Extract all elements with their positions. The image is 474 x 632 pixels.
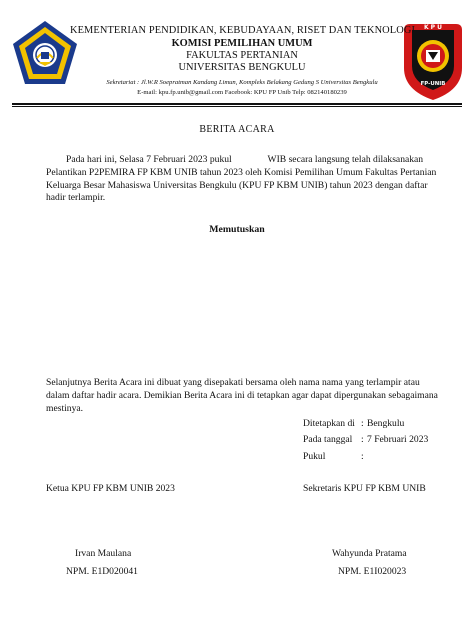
left-signer-npm: NPM. E1D020041 <box>66 566 138 577</box>
intro-line: hadir terlampir. <box>46 192 106 204</box>
place-separator: : <box>361 418 364 429</box>
intro-line: Pada hari ini, Selasa 7 Februari 2023 pukul WIB secara langsung telah dilaksanakan <box>66 154 424 165</box>
closing-line: mestinya. <box>46 402 84 414</box>
left-signer-role: Ketua KPU FP KBM UNIB 2023 <box>46 483 175 494</box>
time-separator: : <box>361 451 364 462</box>
date-label: Pada tanggal <box>303 434 353 445</box>
svg-text:K P U: K P U <box>423 24 443 31</box>
right-signer-npm: NPM. E1I020023 <box>338 566 407 577</box>
secretariat-address: Sekretariat : Jl.W.R Soepratman Kandang Limun, Kompleks Belakang Gedung S Universitas Bengkulu <box>106 79 378 86</box>
date-separator: : <box>361 434 364 445</box>
intro-line: Pelantikan P2PEMIRA FP KBM UNIB tahun 2023 oleh Komisi Pemilihan Umum Fakultas Pertanian <box>46 166 437 178</box>
date-value: 7 Februari 2023 <box>367 434 429 445</box>
intro-paragraph <box>46 154 440 205</box>
time-label: Pukul <box>303 451 326 462</box>
place-label: Ditetapkan di <box>303 418 355 429</box>
closing-line: dalam daftar hadir acara. Demikian Berita Acara ini di tetapkan agar dapat dipergunakan sebagaimana <box>46 389 438 401</box>
university-name: UNIVERSITAS BENGKULU <box>178 62 306 73</box>
left-signer-name: Irvan Maulana <box>75 548 132 559</box>
letterhead-divider-thin <box>12 106 462 107</box>
faculty-name: FAKULTAS PERTANIAN <box>186 50 298 61</box>
commission-name: KOMISI PEMILIHAN UMUM <box>171 38 313 49</box>
closing-line: Selanjutnya Berita Acara ini dibuat yang disepakati bersama oleh nama nama yang terlampir atau <box>46 377 420 388</box>
right-signer-role: Sekretaris KPU FP KBM UNIB <box>303 483 426 494</box>
svg-text:FP-UNIB: FP-UNIB <box>420 81 446 87</box>
ministry-name: KEMENTERIAN PENDIDIKAN, KEBUDAYAAN, RISET DAN TEKNOLOGI <box>70 25 416 36</box>
closing-paragraph <box>46 377 440 415</box>
document-title: BERITA ACARA <box>199 124 275 135</box>
right-signer-name: Wahyunda Pratama <box>332 548 407 559</box>
contact-info: E-mail: kpu.fp.unib@gmail.com Facebook: KPU FP Unib Telp: 082140180239 <box>137 89 347 96</box>
intro-line: Keluarga Besar Mahasiswa Universitas Bengkulu (KPU FP KBM UNIB) tahun 2023 dengan daftar <box>46 179 428 191</box>
decision-heading: Memutuskan <box>209 224 265 235</box>
letterhead-divider <box>12 103 462 105</box>
place-value: Bengkulu <box>367 418 405 429</box>
